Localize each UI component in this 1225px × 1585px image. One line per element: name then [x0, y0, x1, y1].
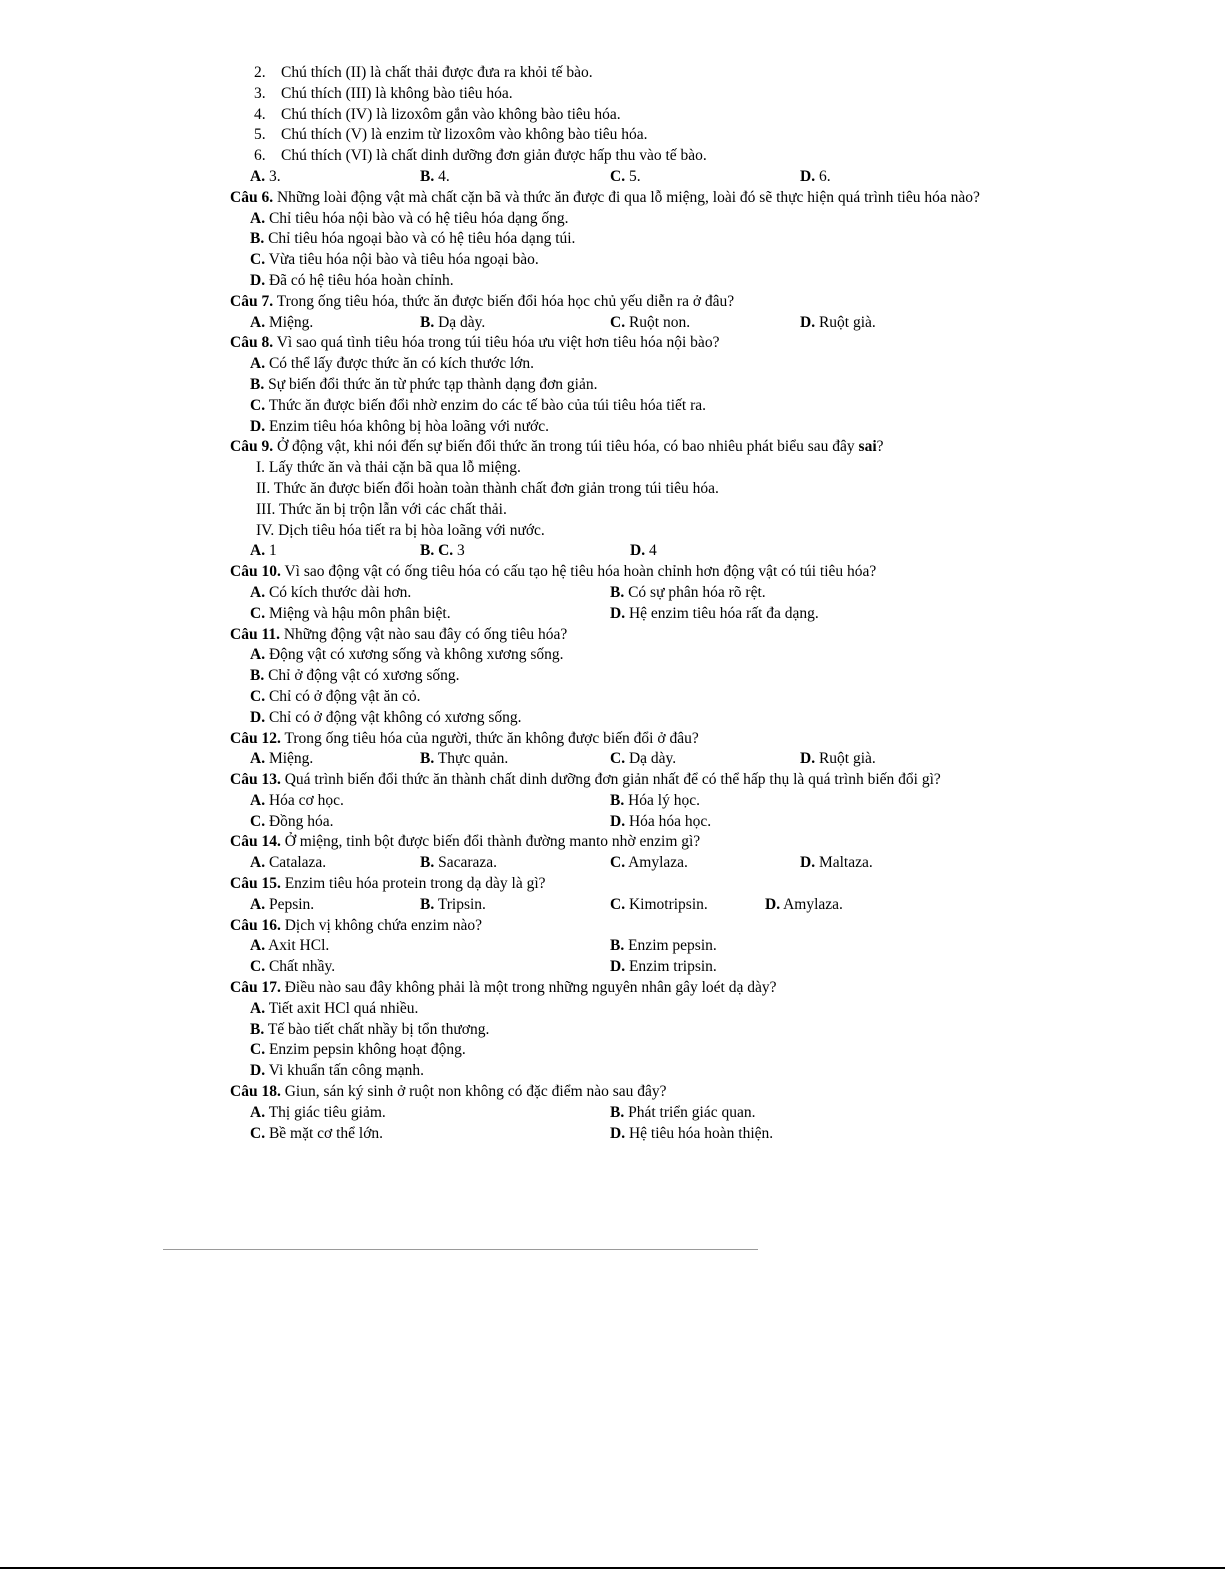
- option-b: B. Tế bào tiết chất nhầy bị tổn thương.: [250, 1020, 490, 1038]
- answer-options-row: [230, 791, 1000, 812]
- question-17: Câu 17. Điều nào sau đây không phải là một trong những nguyên nhân gây loét dạ dày?: [230, 979, 777, 997]
- option-b: B. Hóa lý học.: [610, 791, 700, 809]
- statement: I. Lấy thức ăn và thải cặn bã qua lỗ miệng.: [256, 459, 521, 477]
- question-9: Câu 9. Ở động vật, khi nói đến sự biến đổi thức ăn trong túi tiêu hóa, có bao nhiêu phát biểu sau đây sai?: [230, 438, 884, 456]
- option-a: A. Hóa cơ học.: [250, 791, 344, 809]
- option-d: D. Vi khuẩn tấn công mạnh.: [250, 1062, 425, 1080]
- option-c: C. Đồng hóa.: [250, 812, 334, 830]
- question-16: Câu 16. Dịch vị không chứa enzim nào?: [230, 916, 483, 934]
- option-b: B. Dạ dày.: [420, 313, 486, 331]
- option-bc: B. C. 3: [420, 542, 465, 560]
- question-15: Câu 15. Enzim tiêu hóa protein trong dạ dày là gì?: [230, 875, 546, 893]
- option-c: C. Ruột non.: [610, 313, 691, 331]
- answer-options-row: [230, 749, 1000, 770]
- option-d: D. Ruột già.: [800, 750, 876, 768]
- option-a: A. Có kích thước dài hơn.: [250, 583, 412, 601]
- option-d: D. Hóa hóa học.: [610, 812, 712, 830]
- answer-options-row: [230, 583, 1000, 604]
- option-a: A. Tiết axit HCl quá nhiều.: [250, 999, 419, 1017]
- option-c: C. Chỉ có ở động vật ăn cỏ.: [250, 687, 421, 705]
- option-b: B. Enzim pepsin.: [610, 937, 717, 955]
- option-b: B. Chỉ ở động vật có xương sống.: [250, 667, 460, 685]
- answer-options-row: [230, 604, 1000, 625]
- option-a: A. Chỉ tiêu hóa nội bào và có hệ tiêu hóa dạng ống.: [250, 209, 569, 227]
- option-a: A. Miệng.: [250, 750, 314, 768]
- answer-options-row: [230, 1103, 1000, 1124]
- statement: IV. Dịch tiêu hóa tiết ra bị hòa loãng với nước.: [256, 521, 545, 539]
- question-11: Câu 11. Những động vật nào sau đây có ống tiêu hóa?: [230, 625, 568, 643]
- answer-options-row: [230, 853, 1000, 874]
- option-d: D. Hệ enzim tiêu hóa rất đa dạng.: [610, 604, 819, 622]
- option-a: A. Axit HCl.: [250, 937, 330, 955]
- option-c: C. Miệng và hậu môn phân biệt.: [250, 604, 451, 622]
- answer-options-row: [230, 313, 1000, 334]
- answer-options-row: [230, 936, 1000, 957]
- option-d: D. Enzim tripsin.: [610, 958, 717, 976]
- option-c: C. 5.: [610, 167, 641, 185]
- option-b: B. 4.: [420, 167, 450, 185]
- option-a: A. 3.: [250, 167, 281, 185]
- option-c: C. Chất nhầy.: [250, 958, 336, 976]
- answer-options-row: [230, 541, 1000, 562]
- numbered-item: 5. Chú thích (V) là enzim từ lizoxôm vào không bào tiêu hóa.: [254, 126, 648, 144]
- question-6: Câu 6. Những loài động vật mà chất cặn bã và thức ăn được đi qua lỗ miệng, loài đó sẽ thực hiện quá trình tiêu hóa nào?: [230, 188, 980, 206]
- option-a: A. Thị giác tiêu giảm.: [250, 1103, 386, 1121]
- answer-options-row: [230, 1124, 1000, 1145]
- option-b: B. Sacaraza.: [420, 854, 498, 872]
- answer-options-row: [230, 895, 1000, 916]
- option-a: A. Có thể lấy được thức ăn có kích thước lớn.: [250, 355, 534, 373]
- option-d: D. Ruột già.: [800, 313, 876, 331]
- option-b: B. Chỉ tiêu hóa ngoại bào và có hệ tiêu hóa dạng túi.: [250, 230, 576, 248]
- question-12: Câu 12. Trong ống tiêu hóa của người, thức ăn không được biến đổi ở đâu?: [230, 729, 699, 747]
- question-7: Câu 7. Trong ống tiêu hóa, thức ăn được biến đổi hóa học chủ yếu diễn ra ở đâu?: [230, 292, 735, 310]
- question-13: Câu 13. Quá trình biến đổi thức ăn thành chất dinh dưỡng đơn giản nhất để có thể hấp thụ là quá trình biến đổi gì?: [230, 771, 941, 789]
- statement: III. Thức ăn bị trộn lẫn với các chất thải.: [256, 500, 507, 518]
- option-c: C. Enzim pepsin không hoạt động.: [250, 1041, 466, 1059]
- option-b: B. Có sự phân hóa rõ rệt.: [610, 583, 766, 601]
- option-a: A. Miệng.: [250, 313, 314, 331]
- option-b: B. Thực quản.: [420, 750, 509, 768]
- answer-options-row: [230, 957, 1000, 978]
- question-10: Câu 10. Vì sao động vật có ống tiêu hóa có cấu tạo hệ tiêu hóa hoàn chỉnh hơn động vật có túi tiêu hóa?: [230, 563, 877, 581]
- question-14: Câu 14. Ở miệng, tinh bột được biến đổi thành đường manto nhờ enzim gì?: [230, 833, 701, 851]
- option-d: D. 4: [630, 542, 657, 560]
- numbered-item: 6. Chú thích (VI) là chất dinh dưỡng đơn giản được hấp thu vào tế bào.: [254, 147, 707, 165]
- option-d: D. Đã có hệ tiêu hóa hoàn chỉnh.: [250, 271, 454, 289]
- question-18: Câu 18. Giun, sán ký sinh ở ruột non không có đặc điểm nào sau đây?: [230, 1083, 667, 1101]
- option-c: C. Amylaza.: [610, 854, 688, 872]
- option-d: D. 6.: [800, 167, 831, 185]
- option-b: B. Sự biến đổi thức ăn từ phức tạp thành dạng đơn giản.: [250, 375, 598, 393]
- option-a: A. Pepsin.: [250, 895, 315, 913]
- option-a: A. Động vật có xương sống và không xương sống.: [250, 646, 564, 664]
- option-c: C. Thức ăn được biến đổi nhờ enzim do các tế bào của túi tiêu hóa tiết ra.: [250, 396, 707, 414]
- statement: II. Thức ăn được biến đổi hoàn toàn thành chất đơn giản trong túi tiêu hóa.: [256, 479, 719, 497]
- answer-options-row: [230, 812, 1000, 833]
- option-a: A. Catalaza.: [250, 854, 327, 872]
- option-d: D. Enzim tiêu hóa không bị hòa loãng với nước.: [250, 417, 550, 435]
- page-bottom-border: [0, 1567, 1225, 1569]
- option-a: A. 1: [250, 542, 277, 560]
- numbered-item: 2. Chú thích (II) là chất thải được đưa ra khỏi tế bào.: [254, 64, 593, 81]
- option-c: C. Dạ dày.: [610, 750, 677, 768]
- option-c: C. Vừa tiêu hóa nội bào và tiêu hóa ngoại bào.: [250, 251, 539, 269]
- option-b: B. Tripsin.: [420, 895, 486, 913]
- option-d: D. Chỉ có ở động vật không có xương sống.: [250, 708, 522, 726]
- option-d: D. Maltaza.: [800, 854, 873, 872]
- option-c: C. Kimotripsin.: [610, 895, 708, 913]
- option-d: D. Amylaza.: [765, 895, 843, 913]
- option-c: C. Bề mặt cơ thể lớn.: [250, 1124, 384, 1142]
- question-8: Câu 8. Vì sao quá tình tiêu hóa trong túi tiêu hóa ưu việt hơn tiêu hóa nội bào?: [230, 334, 720, 352]
- answer-options-row: [230, 167, 1000, 188]
- option-b: B. Phát triển giác quan.: [610, 1103, 756, 1121]
- option-d: D. Hệ tiêu hóa hoàn thiện.: [610, 1124, 774, 1142]
- numbered-item: 4. Chú thích (IV) là lizoxôm gắn vào không bào tiêu hóa.: [254, 105, 621, 123]
- footer-divider: [163, 1249, 758, 1250]
- numbered-item: 3. Chú thích (III) là không bào tiêu hóa.: [254, 84, 513, 102]
- document-page: [230, 63, 1000, 1144]
